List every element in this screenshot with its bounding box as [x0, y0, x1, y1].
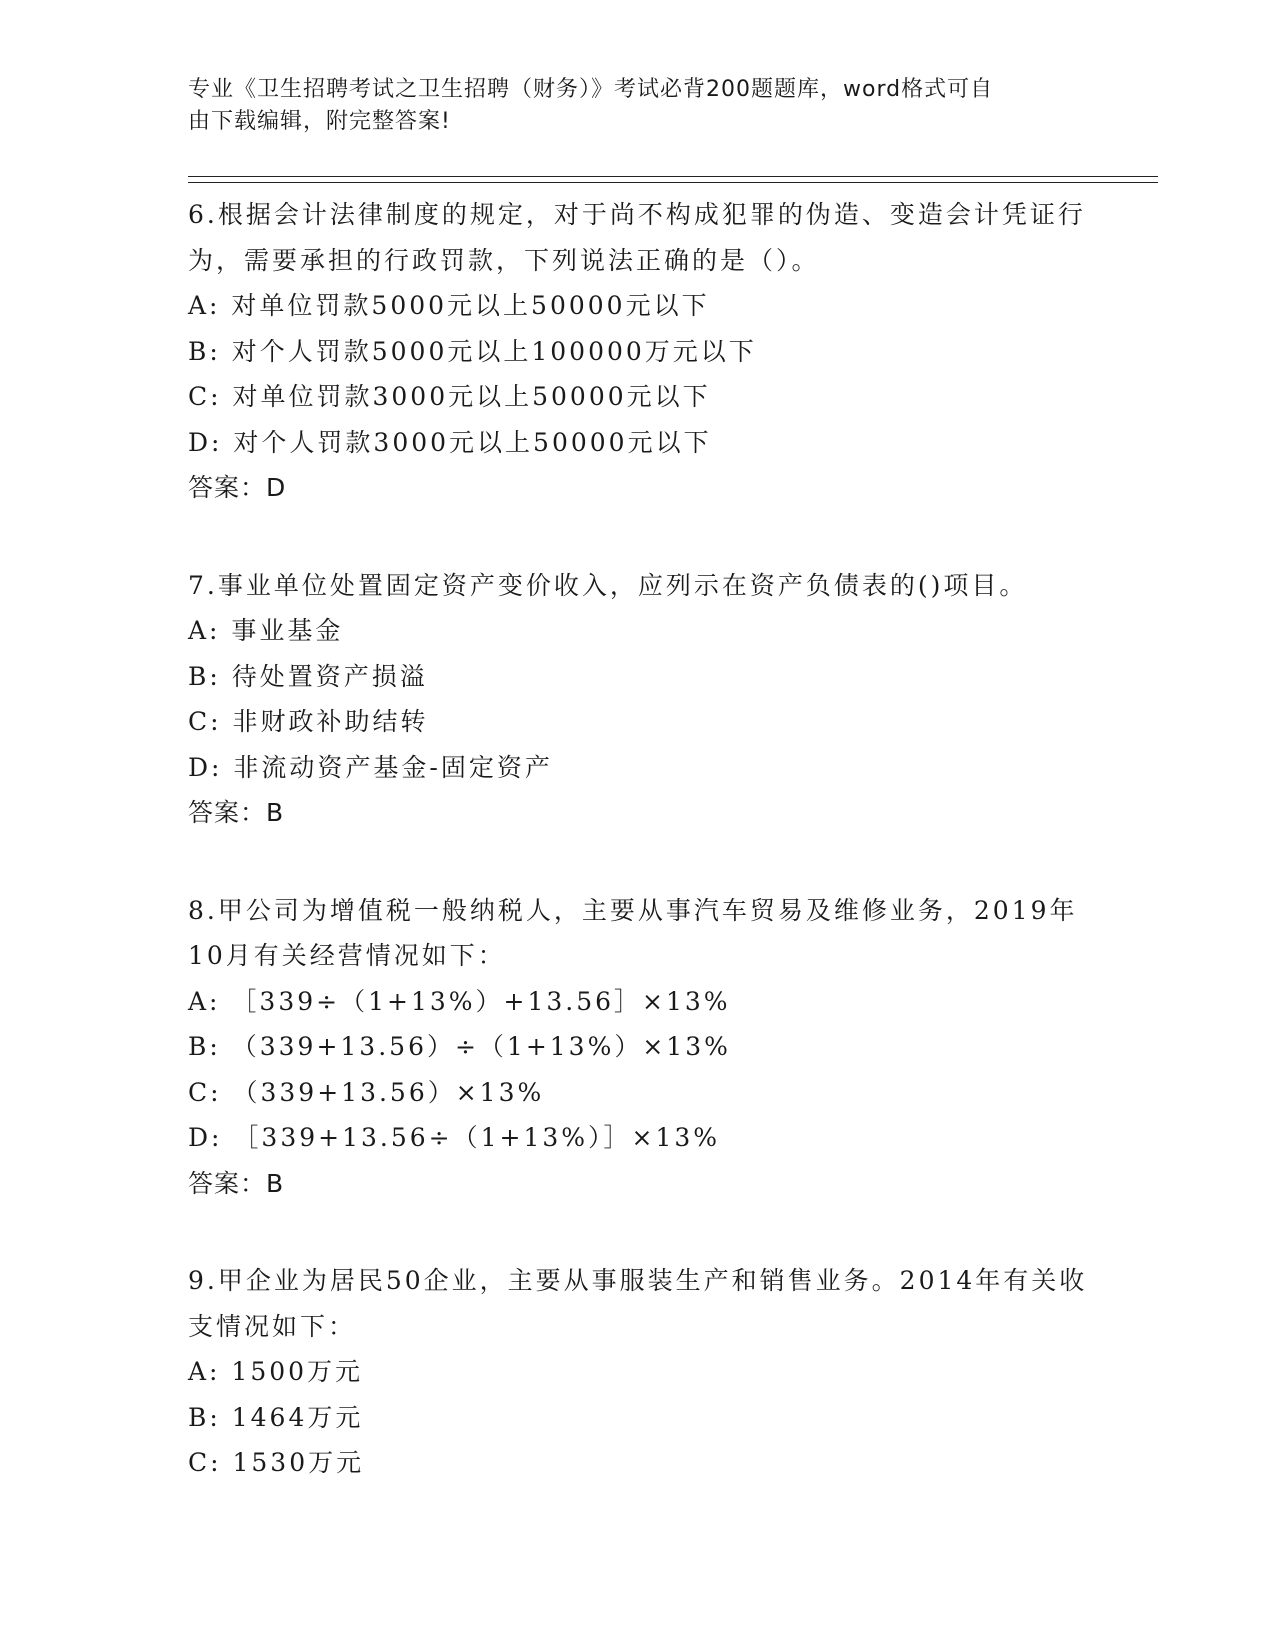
option-d: D: ［339+13.56÷（1+13%）］×13%: [188, 1123, 721, 1152]
question-stem: 7.事业单位处置固定资产变价收入，应列示在资产负债表的()项目。: [188, 570, 1028, 600]
header-line-1: 专业《卫生招聘考试之卫生招聘（财务）》考试必背200题题库，word格式可自: [188, 77, 994, 102]
question-stem: 6.根据会计法律制度的规定，对于尚不构成犯罪的伪造、变造会计凭证行为，需要承担的行政罚款，下列说法正确的是（）。: [188, 200, 1086, 275]
document-header: [188, 74, 1068, 138]
option-b: B: 对个人罚款5000元以上100000万元以下: [188, 336, 757, 366]
option-a: A: ［339÷（1+13%）+13.56］×13%: [188, 986, 731, 1016]
question-list: [188, 192, 1088, 1538]
question-stem: 8.甲公司为增值税一般纳税人，主要从事汽车贸易及维修业务，2019年10月有关经营情况如下：: [188, 895, 1078, 970]
option-c: C: 对单位罚款3000元以上50000元以下: [188, 382, 711, 411]
option-b: B: 1464万元: [188, 1402, 364, 1432]
question-7: [188, 563, 1088, 836]
option-a: A: 事业基金: [188, 616, 344, 645]
option-c: C: （339+13.56）×13%: [188, 1077, 545, 1107]
option-b: B: （339+13.56）÷（1+13%）×13%: [188, 1032, 731, 1061]
question-stem: 9.甲企业为居民50企业，主要从事服装生产和销售业务。2014年有关收支情况如下：: [188, 1266, 1088, 1341]
option-c: C: 非财政补助结转: [188, 707, 429, 736]
question-8: [188, 888, 1088, 1207]
header-divider-bottom: [188, 182, 1158, 183]
option-c: C: 1530万元: [188, 1448, 365, 1477]
answer: 答案：B: [188, 798, 285, 827]
question-9: [188, 1258, 1088, 1486]
header-line-2: 由下载编辑，附完整答案!: [188, 109, 451, 134]
question-6: [188, 192, 1088, 511]
option-a: A: 1500万元: [188, 1357, 364, 1386]
option-b: B: 待处置资产损溢: [188, 661, 428, 691]
header-divider-top: [188, 176, 1158, 177]
option-d: D: 非流动资产基金-固定资产: [188, 752, 553, 782]
answer: 答案：D: [188, 473, 287, 502]
option-a: A: 对单位罚款5000元以上50000元以下: [188, 291, 710, 320]
option-d: D: 对个人罚款3000元以上50000元以下: [188, 427, 712, 457]
answer: 答案：B: [188, 1168, 285, 1198]
